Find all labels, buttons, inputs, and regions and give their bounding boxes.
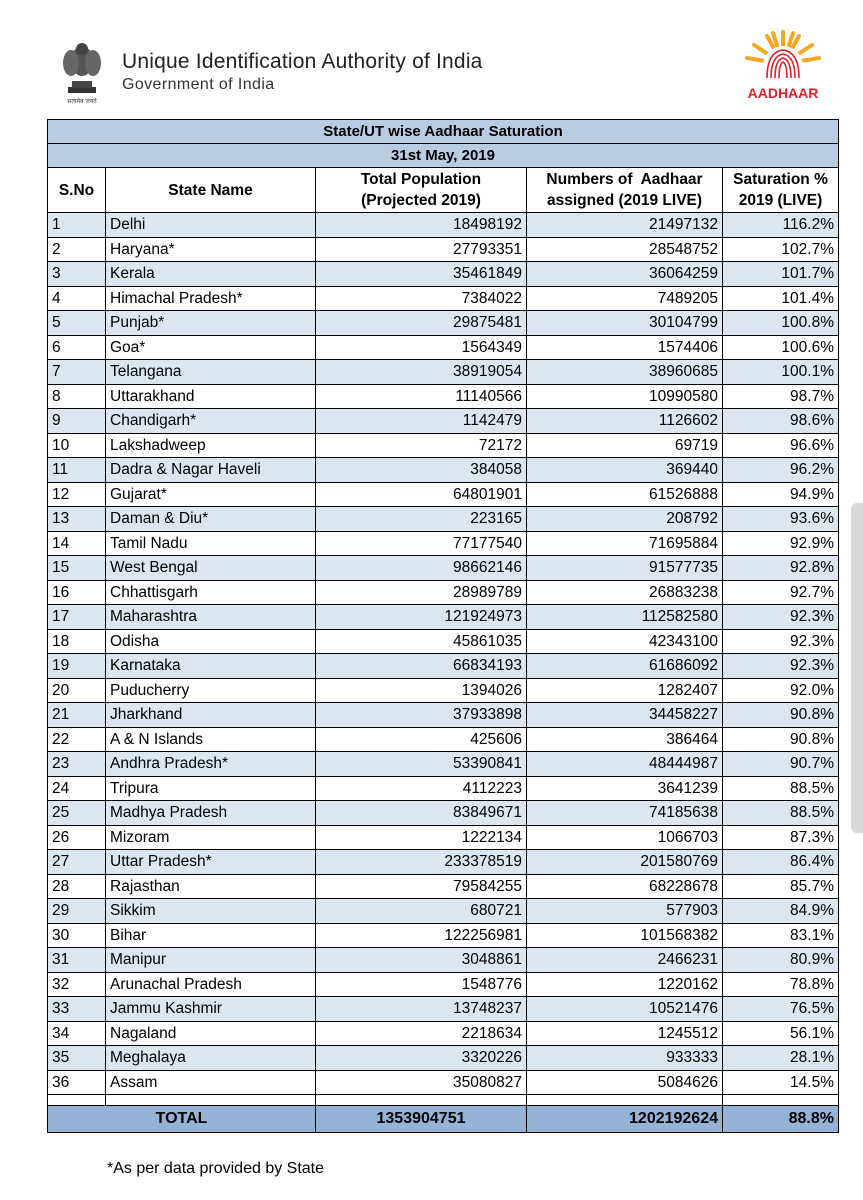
- col-header-population-line1: Total Population: [360, 171, 482, 188]
- cell-state-name: Haryana*: [106, 237, 316, 262]
- table-row: [48, 727, 839, 752]
- cell-state-name: Uttarakhand: [106, 384, 316, 409]
- table-row: [48, 899, 839, 924]
- footnote: *As per data provided by State: [107, 1160, 325, 1177]
- cell-state-name: Manipur: [106, 948, 316, 973]
- aadhaar-logo-icon: [727, 28, 839, 104]
- table-row: [48, 213, 839, 238]
- cell-sno: 18: [48, 629, 106, 654]
- cell-state-name: Arunachal Pradesh: [106, 972, 316, 997]
- cell-saturation: 100.8%: [723, 311, 839, 336]
- saturation-table: [47, 119, 839, 1133]
- cell-saturation: 88.5%: [723, 776, 839, 801]
- cell-state-name: Uttar Pradesh*: [106, 850, 316, 875]
- cell-aadhaar: 30104799: [527, 311, 723, 336]
- cell-saturation: 92.7%: [723, 580, 839, 605]
- col-header-saturation-line1: Saturation %: [733, 171, 828, 188]
- total-saturation: 88.8%: [723, 1106, 839, 1133]
- cell-saturation: 85.7%: [723, 874, 839, 899]
- table-row: [48, 654, 839, 679]
- cell-saturation: 92.0%: [723, 678, 839, 703]
- cell-sno: 5: [48, 311, 106, 336]
- cell-saturation: 87.3%: [723, 825, 839, 850]
- cell-aadhaar: 10521476: [527, 997, 723, 1022]
- cell-aadhaar: 101568382: [527, 923, 723, 948]
- cell-population: 2218634: [316, 1021, 527, 1046]
- table-row: [48, 972, 839, 997]
- cell-population: 64801901: [316, 482, 527, 507]
- cell-aadhaar: 26883238: [527, 580, 723, 605]
- cell-state-name: Tamil Nadu: [106, 531, 316, 556]
- cell-state-name: Chhattisgarh: [106, 580, 316, 605]
- table-row: [48, 531, 839, 556]
- table-row: [48, 997, 839, 1022]
- table-row: [48, 948, 839, 973]
- cell-state-name: Delhi: [106, 213, 316, 238]
- cell-population: 45861035: [316, 629, 527, 654]
- table-title: State/UT wise Aadhaar Saturation: [48, 120, 839, 144]
- cell-saturation: 92.3%: [723, 605, 839, 630]
- cell-aadhaar: 7489205: [527, 286, 723, 311]
- table-date: 31st May, 2019: [48, 144, 839, 168]
- total-row: [48, 1106, 839, 1133]
- table-row: [48, 311, 839, 336]
- cell-sno: 16: [48, 580, 106, 605]
- cell-population: 121924973: [316, 605, 527, 630]
- cell-aadhaar: 28548752: [527, 237, 723, 262]
- cell-state-name: Kerala: [106, 262, 316, 287]
- cell-saturation: 88.5%: [723, 801, 839, 826]
- cell-sno: 35: [48, 1046, 106, 1071]
- cell-saturation: 83.1%: [723, 923, 839, 948]
- cell-sno: 17: [48, 605, 106, 630]
- cell-saturation: 92.9%: [723, 531, 839, 556]
- cell-saturation: 90.8%: [723, 703, 839, 728]
- cell-state-name: Bihar: [106, 923, 316, 948]
- cell-sno: 14: [48, 531, 106, 556]
- table-row: [48, 433, 839, 458]
- table-row: [48, 360, 839, 385]
- cell-state-name: A & N Islands: [106, 727, 316, 752]
- cell-population: 53390841: [316, 752, 527, 777]
- cell-population: 98662146: [316, 556, 527, 581]
- cell-aadhaar: 69719: [527, 433, 723, 458]
- cell-sno: 28: [48, 874, 106, 899]
- cell-state-name: Dadra & Nagar Haveli: [106, 458, 316, 483]
- cell-saturation: 90.8%: [723, 727, 839, 752]
- cell-aadhaar: 38960685: [527, 360, 723, 385]
- cell-population: 7384022: [316, 286, 527, 311]
- saturation-table-wrapper: [47, 119, 839, 1133]
- cell-population: 1564349: [316, 335, 527, 360]
- table-row: [48, 335, 839, 360]
- cell-state-name: Himachal Pradesh*: [106, 286, 316, 311]
- cell-population: 425606: [316, 727, 527, 752]
- cell-aadhaar: 61686092: [527, 654, 723, 679]
- cell-sno: 30: [48, 923, 106, 948]
- col-header-saturation-line2: 2019 (LIVE): [738, 192, 823, 209]
- total-population: 1353904751: [316, 1106, 527, 1133]
- cell-saturation: 96.2%: [723, 458, 839, 483]
- cell-saturation: 101.7%: [723, 262, 839, 287]
- cell-aadhaar: 369440: [527, 458, 723, 483]
- total-label: TOTAL: [48, 1106, 316, 1133]
- table-row: [48, 458, 839, 483]
- cell-aadhaar: 48444987: [527, 752, 723, 777]
- cell-aadhaar: 61526888: [527, 482, 723, 507]
- table-row: [48, 629, 839, 654]
- cell-sno: 29: [48, 899, 106, 924]
- cell-state-name: Punjab*: [106, 311, 316, 336]
- table-row: [48, 703, 839, 728]
- cell-state-name: Meghalaya: [106, 1046, 316, 1071]
- cell-saturation: 100.6%: [723, 335, 839, 360]
- cell-saturation: 14.5%: [723, 1070, 839, 1095]
- cell-state-name: Chandigarh*: [106, 409, 316, 434]
- cell-sno: 27: [48, 850, 106, 875]
- svg-text:सत्यमेव जयते: सत्यमेव जयते: [67, 98, 97, 105]
- table-row: [48, 850, 839, 875]
- cell-population: 4112223: [316, 776, 527, 801]
- cell-population: 3048861: [316, 948, 527, 973]
- cell-population: 11140566: [316, 384, 527, 409]
- cell-saturation: 102.7%: [723, 237, 839, 262]
- table-row: [48, 384, 839, 409]
- col-header-aadhaar: [527, 168, 723, 213]
- cell-aadhaar: 42343100: [527, 629, 723, 654]
- cell-aadhaar: 112582580: [527, 605, 723, 630]
- cell-state-name: Nagaland: [106, 1021, 316, 1046]
- cell-state-name: Assam: [106, 1070, 316, 1095]
- total-aadhaar: 1202192624: [527, 1106, 723, 1133]
- cell-aadhaar: 91577735: [527, 556, 723, 581]
- cell-sno: 21: [48, 703, 106, 728]
- cell-state-name: Lakshadweep: [106, 433, 316, 458]
- cell-aadhaar: 933333: [527, 1046, 723, 1071]
- cell-aadhaar: 201580769: [527, 850, 723, 875]
- col-header-sno: S.No: [48, 168, 106, 213]
- cell-aadhaar: 1220162: [527, 972, 723, 997]
- cell-aadhaar: 34458227: [527, 703, 723, 728]
- cell-sno: 1: [48, 213, 106, 238]
- cell-population: 1142479: [316, 409, 527, 434]
- cell-saturation: 84.9%: [723, 899, 839, 924]
- col-header-aadhaar-line1: Numbers of Aadhaar: [546, 171, 703, 188]
- cell-aadhaar: 36064259: [527, 262, 723, 287]
- cell-state-name: Mizoram: [106, 825, 316, 850]
- cell-saturation: 92.3%: [723, 629, 839, 654]
- cell-population: 1548776: [316, 972, 527, 997]
- cell-aadhaar: 1245512: [527, 1021, 723, 1046]
- cell-population: 37933898: [316, 703, 527, 728]
- cell-aadhaar: 5084626: [527, 1070, 723, 1095]
- table-title-row: [48, 120, 839, 144]
- table-row: [48, 874, 839, 899]
- cell-population: 35080827: [316, 1070, 527, 1095]
- cell-sno: 7: [48, 360, 106, 385]
- table-row: [48, 262, 839, 287]
- cell-aadhaar: 1282407: [527, 678, 723, 703]
- cell-saturation: 93.6%: [723, 507, 839, 532]
- cell-sno: 10: [48, 433, 106, 458]
- table-row: [48, 556, 839, 581]
- cell-sno: 31: [48, 948, 106, 973]
- cell-sno: 19: [48, 654, 106, 679]
- org-name: Unique Identification Authority of India: [122, 50, 483, 73]
- table-row: [48, 801, 839, 826]
- cell-sno: 3: [48, 262, 106, 287]
- cell-aadhaar: 1574406: [527, 335, 723, 360]
- cell-population: 223165: [316, 507, 527, 532]
- cell-state-name: Odisha: [106, 629, 316, 654]
- cell-sno: 36: [48, 1070, 106, 1095]
- cell-aadhaar: 74185638: [527, 801, 723, 826]
- cell-state-name: Jammu Kashmir: [106, 997, 316, 1022]
- cell-aadhaar: 71695884: [527, 531, 723, 556]
- table-row: [48, 409, 839, 434]
- org-subtitle: Government of India: [122, 76, 275, 93]
- cell-aadhaar: 208792: [527, 507, 723, 532]
- blank-row: [48, 1095, 839, 1106]
- cell-sno: 22: [48, 727, 106, 752]
- col-header-population: [316, 168, 527, 213]
- cell-state-name: Karnataka: [106, 654, 316, 679]
- cell-state-name: Madhya Pradesh: [106, 801, 316, 826]
- table-row: [48, 1070, 839, 1095]
- cell-saturation: 56.1%: [723, 1021, 839, 1046]
- cell-population: 680721: [316, 899, 527, 924]
- cell-sno: 8: [48, 384, 106, 409]
- table-header-row: [48, 168, 839, 213]
- table-row: [48, 507, 839, 532]
- table-row: [48, 1046, 839, 1071]
- cell-sno: 33: [48, 997, 106, 1022]
- cell-population: 29875481: [316, 311, 527, 336]
- cell-state-name: Rajasthan: [106, 874, 316, 899]
- cell-saturation: 100.1%: [723, 360, 839, 385]
- col-header-population-line2: (Projected 2019): [361, 192, 481, 209]
- cell-saturation: 92.3%: [723, 654, 839, 679]
- cell-population: 27793351: [316, 237, 527, 262]
- cell-sno: 26: [48, 825, 106, 850]
- cell-aadhaar: 1126602: [527, 409, 723, 434]
- cell-saturation: 86.4%: [723, 850, 839, 875]
- svg-text:AADHAAR: AADHAAR: [747, 85, 819, 101]
- table-row: [48, 482, 839, 507]
- cell-sno: 23: [48, 752, 106, 777]
- cell-state-name: Telangana: [106, 360, 316, 385]
- table-row: [48, 825, 839, 850]
- cell-state-name: Andhra Pradesh*: [106, 752, 316, 777]
- table-row: [48, 1021, 839, 1046]
- col-header-state: State Name: [106, 168, 316, 213]
- col-header-aadhaar-line2: assigned (2019 LIVE): [546, 192, 703, 209]
- cell-saturation: 80.9%: [723, 948, 839, 973]
- cell-aadhaar: 1066703: [527, 825, 723, 850]
- cell-saturation: 92.8%: [723, 556, 839, 581]
- cell-aadhaar: 68228678: [527, 874, 723, 899]
- table-row: [48, 237, 839, 262]
- cell-population: 79584255: [316, 874, 527, 899]
- cell-state-name: Maharashtra: [106, 605, 316, 630]
- table-row: [48, 580, 839, 605]
- cell-population: 13748237: [316, 997, 527, 1022]
- cell-population: 35461849: [316, 262, 527, 287]
- cell-saturation: 96.6%: [723, 433, 839, 458]
- cell-population: 233378519: [316, 850, 527, 875]
- cell-saturation: 101.4%: [723, 286, 839, 311]
- cell-saturation: 90.7%: [723, 752, 839, 777]
- national-emblem-icon: [52, 35, 112, 107]
- col-header-saturation: [723, 168, 839, 213]
- cell-sno: 12: [48, 482, 106, 507]
- cell-state-name: Goa*: [106, 335, 316, 360]
- cell-sno: 2: [48, 237, 106, 262]
- cell-sno: 20: [48, 678, 106, 703]
- cell-sno: 25: [48, 801, 106, 826]
- cell-state-name: West Bengal: [106, 556, 316, 581]
- cell-sno: 15: [48, 556, 106, 581]
- cell-aadhaar: 2466231: [527, 948, 723, 973]
- cell-sno: 34: [48, 1021, 106, 1046]
- page-header: [0, 0, 863, 118]
- table-body: [48, 213, 839, 1095]
- cell-saturation: 98.6%: [723, 409, 839, 434]
- cell-population: 18498192: [316, 213, 527, 238]
- cell-aadhaar: 577903: [527, 899, 723, 924]
- scrollbar-edge[interactable]: [851, 503, 863, 833]
- cell-sno: 24: [48, 776, 106, 801]
- table-row: [48, 286, 839, 311]
- cell-population: 3320226: [316, 1046, 527, 1071]
- cell-state-name: Sikkim: [106, 899, 316, 924]
- cell-population: 122256981: [316, 923, 527, 948]
- cell-population: 77177540: [316, 531, 527, 556]
- cell-population: 38919054: [316, 360, 527, 385]
- table-row: [48, 605, 839, 630]
- table-row: [48, 678, 839, 703]
- cell-population: 1222134: [316, 825, 527, 850]
- cell-population: 28989789: [316, 580, 527, 605]
- cell-sno: 6: [48, 335, 106, 360]
- cell-aadhaar: 3641239: [527, 776, 723, 801]
- cell-aadhaar: 386464: [527, 727, 723, 752]
- cell-saturation: 94.9%: [723, 482, 839, 507]
- cell-population: 83849671: [316, 801, 527, 826]
- cell-sno: 13: [48, 507, 106, 532]
- table-date-row: [48, 144, 839, 168]
- cell-population: 66834193: [316, 654, 527, 679]
- cell-saturation: 98.7%: [723, 384, 839, 409]
- cell-sno: 9: [48, 409, 106, 434]
- cell-sno: 11: [48, 458, 106, 483]
- cell-state-name: Gujarat*: [106, 482, 316, 507]
- cell-population: 1394026: [316, 678, 527, 703]
- cell-population: 384058: [316, 458, 527, 483]
- cell-saturation: 76.5%: [723, 997, 839, 1022]
- cell-state-name: Jharkhand: [106, 703, 316, 728]
- cell-state-name: Puducherry: [106, 678, 316, 703]
- cell-saturation: 116.2%: [723, 213, 839, 238]
- cell-state-name: Tripura: [106, 776, 316, 801]
- table-row: [48, 752, 839, 777]
- table-row: [48, 923, 839, 948]
- cell-aadhaar: 21497132: [527, 213, 723, 238]
- cell-aadhaar: 10990580: [527, 384, 723, 409]
- cell-population: 72172: [316, 433, 527, 458]
- cell-saturation: 78.8%: [723, 972, 839, 997]
- cell-sno: 32: [48, 972, 106, 997]
- cell-sno: 4: [48, 286, 106, 311]
- cell-state-name: Daman & Diu*: [106, 507, 316, 532]
- table-row: [48, 776, 839, 801]
- cell-saturation: 28.1%: [723, 1046, 839, 1071]
